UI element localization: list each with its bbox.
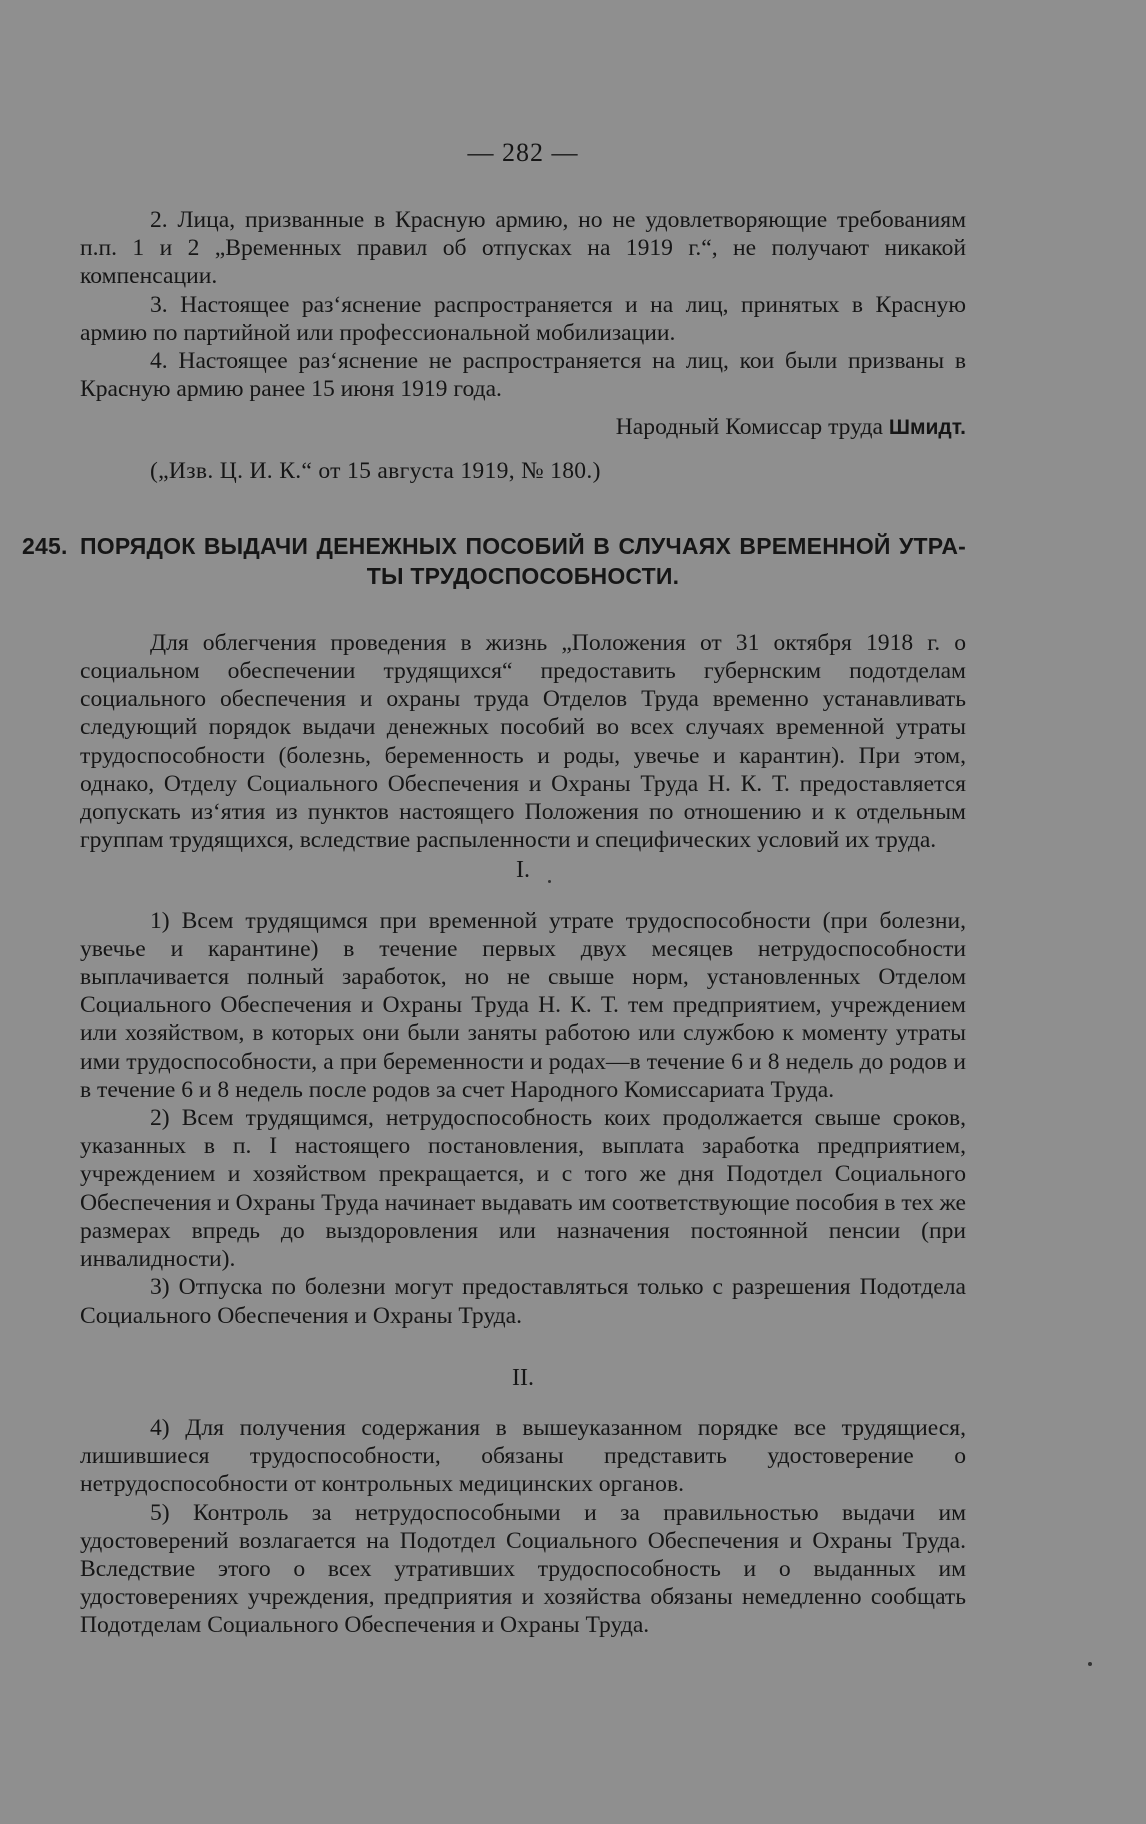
paper-speck — [548, 880, 551, 883]
preamble: Для облегчения проведения в жизнь „Положения от 31 октября 1918 г. о социальном обеспечении трудящихся“ предоставить губернским подотделам социального обеспечения и охраны труда Отделов Труда временно устанавливать следующий порядок выдачи денежных пособий во всех случаях временной утраты трудоспособности (болезнь, беременность и роды, увечье и карантин). При этом, однако, Отделу Социального Обеспечения и Охраны Труда Н. К. Т. предоставляется допускать из‘ятия из пунктов настоящего Положения по отношению и к отдельным группам трудящихся, вследствие распыленности и специфических условий их труда. — [80, 629, 966, 854]
clause-1: 1) Всем трудящимся при временной утрате трудоспособности (при болезни, увечье и карантине) в течение первых двух месяцев нетрудоспособности выплачивается полный заработок, но не свыше норм, установленных Отделом Социального Обеспечения и Охраны Труда Н. К. Т. тем предприятием, учреждением или хозяйством, в которых они были заняты работою или службою к моменту утраты ими трудоспособности, а при беременности и родах—в течение 6 и 8 недель до родов и в течение 6 и 8 недель после родов за счет Народного Комиссариата Труда. — [80, 907, 966, 1103]
signature-title: Народный Комиссар труда — [615, 414, 883, 441]
section-mark-1: I. — [516, 857, 530, 884]
document-number: 245. — [22, 532, 68, 559]
clause-4: 4) Для получения содержания в вышеуказанном порядке все трудящиеся, лишившиеся трудоспособности, обязаны представить удостоверение о нетрудоспособности от контрольных медицинских органов. — [80, 1414, 966, 1498]
heading-line-2: ТЫ ТРУДОСПОСОБНОСТИ. — [366, 562, 680, 589]
heading-line-1: ПОРЯДОК ВЫДАЧИ ДЕНЕЖНЫХ ПОСОБИЙ В СЛУЧАЯХ ВРЕМЕННОЙ УТРА- — [80, 532, 966, 559]
signature — [80, 413, 966, 442]
document-body — [80, 629, 966, 1640]
paragraph-item-4: 4. Настоящее раз‘яснение не распространяется на лиц, кои были призваны в Красную армию ранее 15 июня 1919 года. — [80, 348, 966, 403]
section-mark-2: II. — [512, 1364, 534, 1391]
paragraph-item-2: 2. Лица, призванные в Красную армию, но не удовлетворяющие требованиям п.п. 1 и 2 „Временных правил об отпусках на 1919 г.“, не получают никакой компенсации. — [80, 207, 966, 290]
paragraph-item-3: 3. Настоящее раз‘яснение распространяется и на лиц, принятых в Красную армию по партийной или профессиональной мобилизации. — [80, 291, 966, 346]
signature-name: Шмидт. — [888, 416, 966, 440]
clause-2: 2) Всем трудящимся, нетрудоспособность коих продолжается свыше сроков, указанных в п. I настоящего постановления, выплата заработка предприятием, учреждением и хозяйством прекращается, и с того же дня Подотдел Социального Обеспечения и Охраны Труда начинает выдавать им соответствующие пособия в тех же размерах впредь до выздоровления или назначения постоянной пенсии (при инвалидности). — [80, 1105, 966, 1273]
clause-5: 5) Контроль за нетрудоспособными и за правильностью выдачи им удостоверений возлагается на Подотдел Социального Обеспечения и Охраны Труда. Вследствие этого о всех утративших трудоспособность и о выданных им удостоверениях учреждения, предприятия и хозяйства обязаны немедленно сообщать Подотделам Социального Обеспечения и Охраны Труда. — [80, 1499, 966, 1639]
document-heading — [22, 531, 966, 591]
source-citation: („Изв. Ц. И. К.“ от 15 августа 1919, № 180.) — [150, 457, 601, 484]
previous-document-ending — [80, 206, 966, 485]
page-number: — 282 — — [467, 138, 579, 167]
paper-speck — [1088, 1662, 1092, 1666]
clause-3: 3) Отпуска по болезни могут предоставляться только с разрешения Подотдела Социального Обеспечения и Охраны Труда. — [80, 1274, 966, 1329]
